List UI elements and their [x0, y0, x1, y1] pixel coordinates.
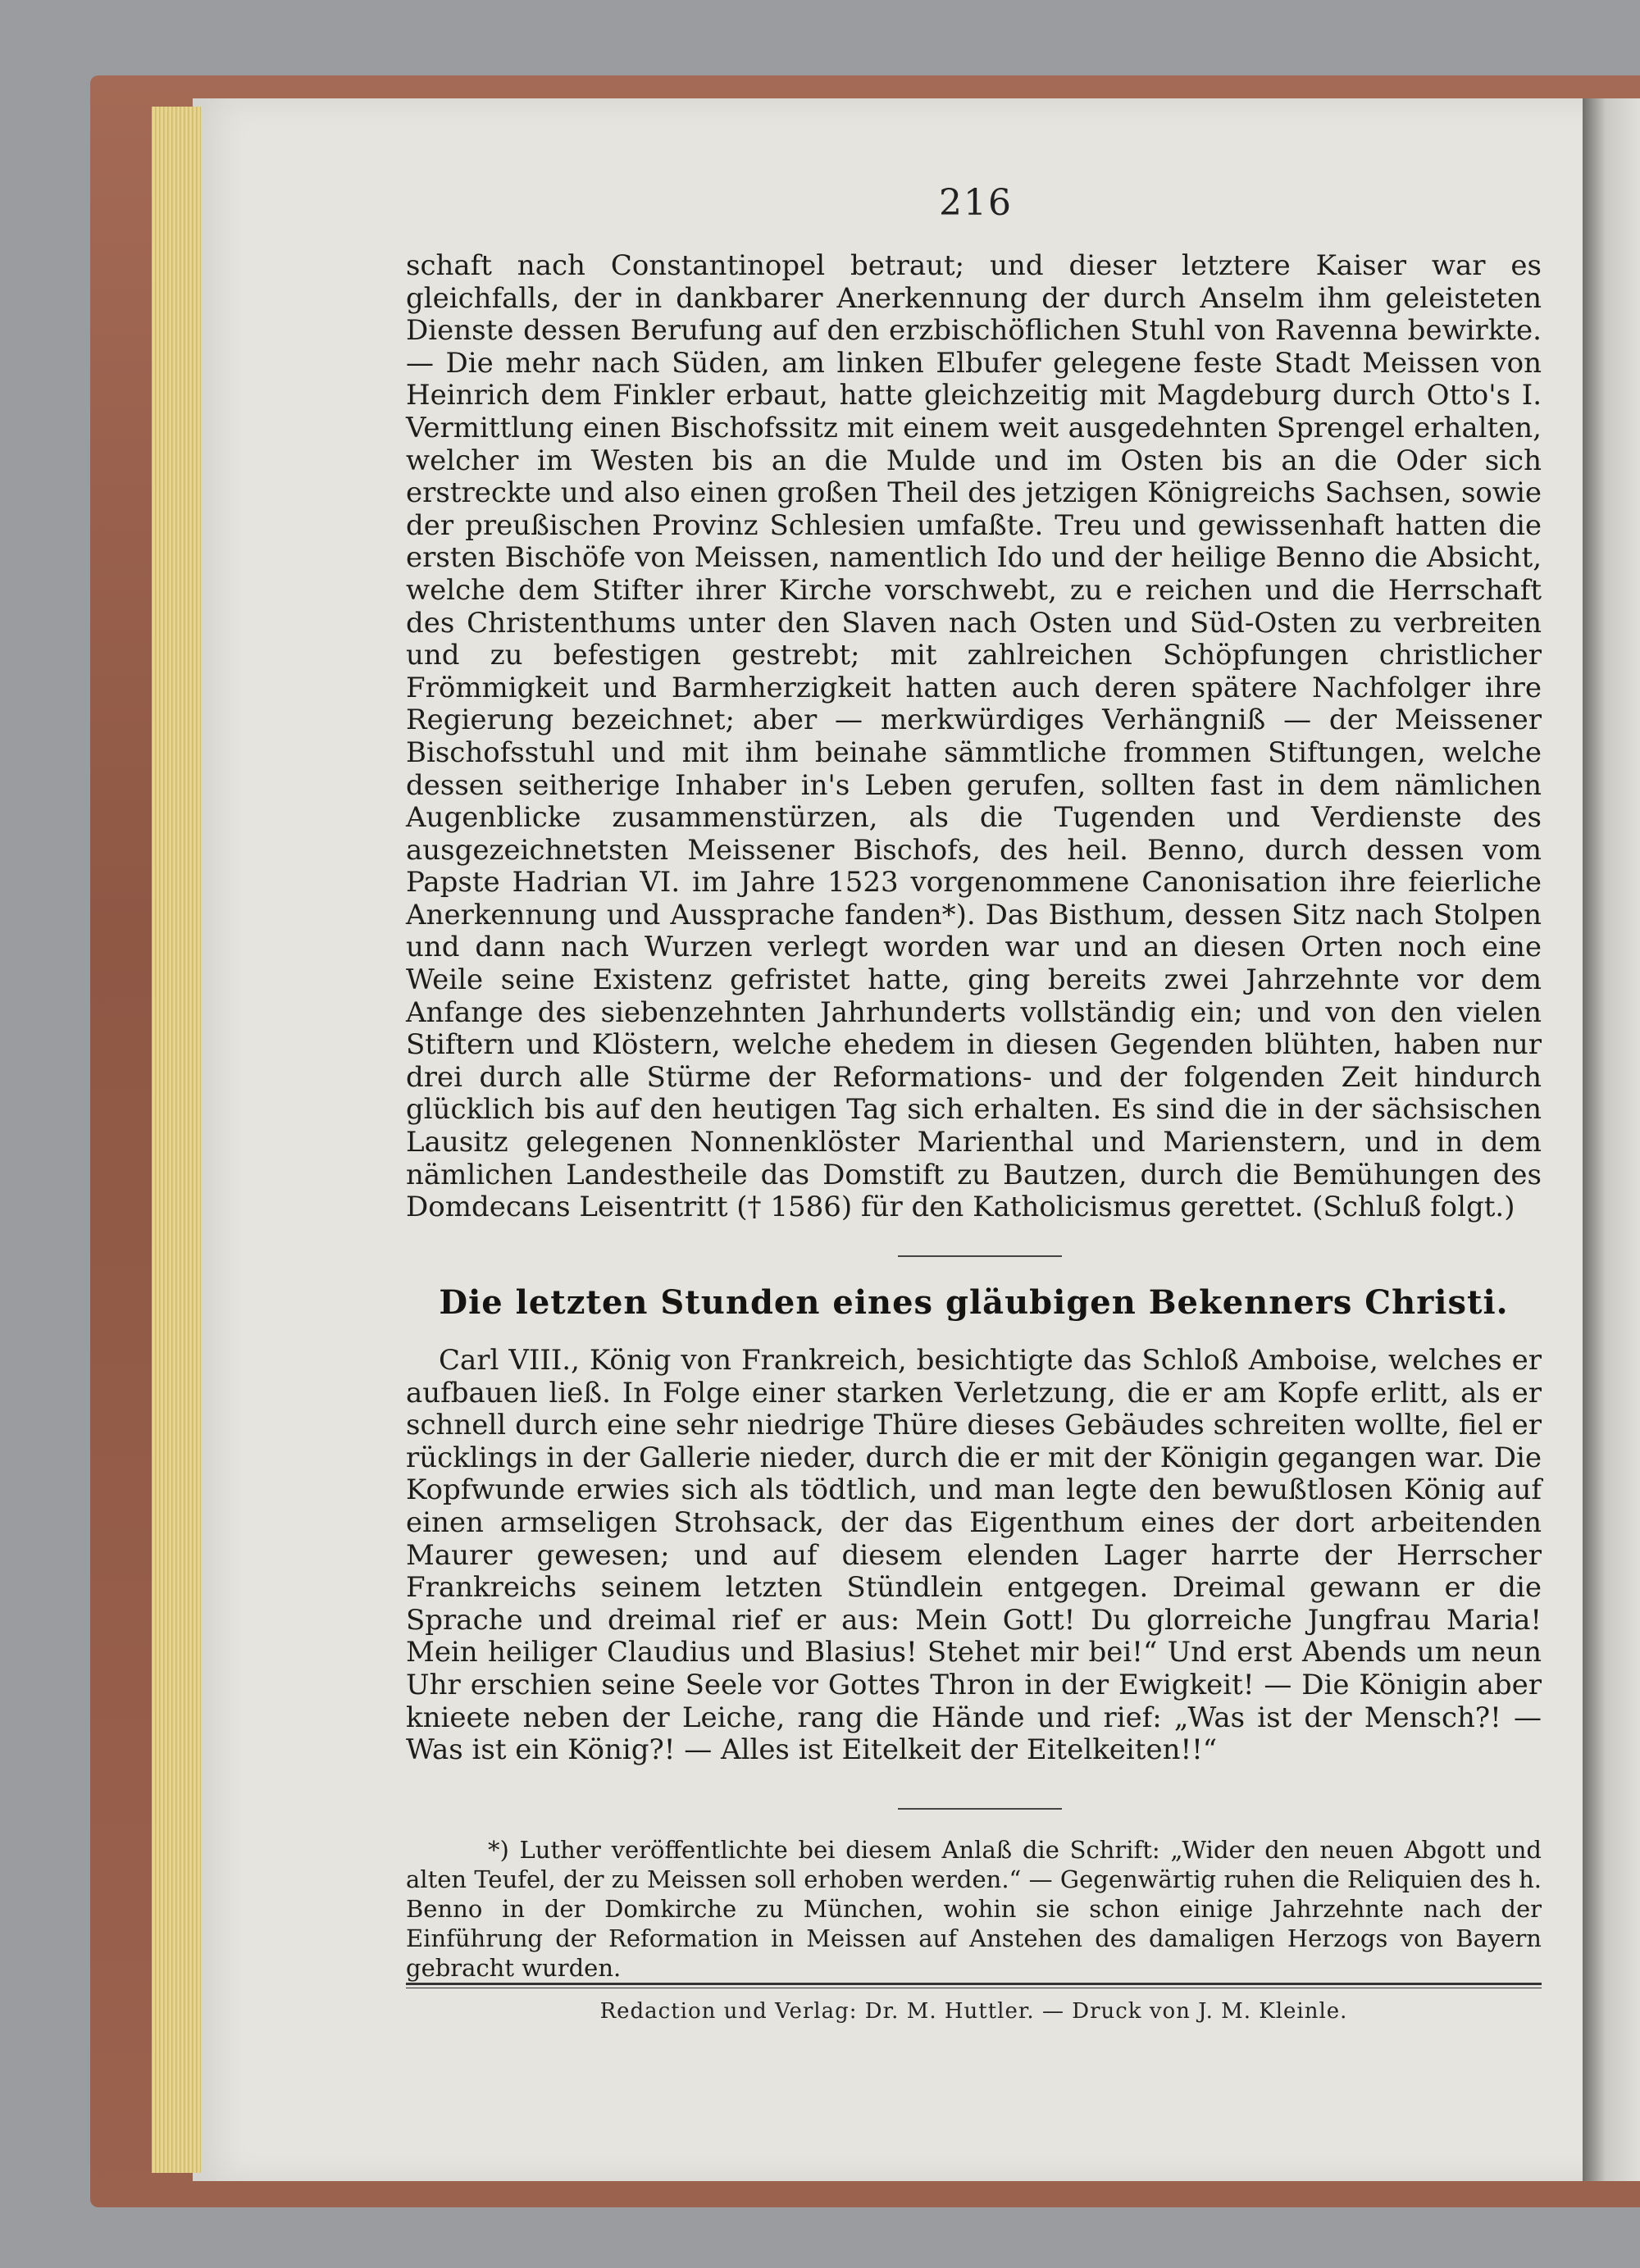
colophon: Redaction und Verlag: Dr. M. Huttler. — Druck von J. M. Kleinle.: [599, 1999, 1348, 2024]
paragraph-continued: schaft nach Constantinopel betraut; und dieser letztere Kaiser war es gleichfalls, der in dankbarer Anerkennung der durch Anselm ihm geleisteten Dienste dessen Berufung auf den erzbischöflichen Stuhl von Ravenna bewirkte. — Die mehr nach Süden, am linken Elbufer gelegene feste Stadt Meissen von Heinrich dem Finkler erbaut, hatte gleichzeitig mit Magdeburg durch Otto's I. Vermittlung einen Bischofssitz mit einem weit ausgedehnten Sprengel erhalten, welcher im Westen bis an die Mulde und im Osten bis an die Oder sich erstreckte und also einen großen Theil des jetzigen Königreichs Sachsen, sowie der preußischen Provinz Schlesien umfaßte. Treu und gewissenhaft hatten die ersten Bischöfe von Meissen, namentlich Ido und der heilige Benno die Absicht, welche dem Stifter ihrer Kirche vorschwebt, zu e reichen und die Herrschaft des Christenthums unter den Slaven nach Osten und Süd-Osten zu verbreiten und zu befestigen gestrebt; mit zahlreichen Schöpfungen christlicher Frömmigkeit und Barmherzigkeit hatten auch deren spätere Nachfolger ihre Regierung bezeichnet; aber — merkwürdiges Verhängniß — der Meissener Bischofsstuhl und mit ihm beinahe sämmtliche frommen Stiftungen, welche dessen seitherige Inhaber in's Leben gerufen, sollten fast in dem nämlichen Augenblicke zusammenstürzen, als die Tugenden und Verdienste des ausgezeichnetsten Meissener Bischofs, des heil. Benno, durch dessen vom Papste Hadrian VI. im Jahre 1523 vorgenommene Canonisation ihre feierliche Anerkennung und Aussprache fanden*). Das Bisthum, dessen Sitz nach Stolpen und dann nach Wurzen verlegt worden war und an diesen Orten noch eine Weile seine Existenz gefristet hatte, ging bereits zwei Jahrzehnte vor dem Anfange des siebenzehnten Jahrhunderts vollständig ein; und von den vielen Stiftern und Klöstern, welche ehedem in diesen Gegenden blühten, haben nur drei durch alle Stürme der Reformations- und der folgenden Zeit hindurch glücklich bis auf den heutigen Tag sich erhalten. Es sind die in der sächsischen Lausitz gelegenen Nonnenklöster Marienthal und Marienstern, und in dem nämlichen Landestheile das Domstift zu Bautzen, durch die Bemühungen des Domdecans Leisentritt († 1586) für den Katholicismus gerettet. (Schluß folgt.): [406, 249, 1542, 1224]
page-number: 216: [939, 182, 1013, 224]
footnote: *) Luther veröffentlichte bei diesem Anlaß die Schrift: „Wider den neuen Abgott und alten Teufel, der zu Meissen soll erhoben werden.“ — Gegenwärtig ruhen die Reliquien des h. Benno in der Domkirche zu München, wohin sie schon einige Jahrzehnte nach der Einführung der Reformation in Meissen auf Anstehen des damaligen Herzogs von Bayern gebracht wurden.: [406, 1836, 1542, 1982]
footnote-divider: [898, 1808, 1062, 1810]
section-divider: [898, 1255, 1062, 1257]
article-title: Die letzten Stunden eines gläubigen Bekenners Christi.: [439, 1283, 1509, 1322]
colophon-rule-thick: [406, 1983, 1542, 1985]
page-edges: [152, 107, 201, 2173]
book-gutter: [1583, 98, 1640, 2181]
article-paragraph: Carl VIII., König von Frankreich, besichtigte das Schloß Amboise, welches er aufbauen ließ. In Folge einer starken Verletzung, die er am Kopfe erlitt, als er schnell durch eine sehr niedrige Thüre dieses Gebäudes schreiten wollte, fiel er rücklings in der Gallerie nieder, durch die er mit der Königin gegangen war. Die Kopfwunde erwies sich als tödtlich, und man legte den bewußtlosen König auf einen armseligen Strohsack, der das Eigenthum eines der dort arbeitenden Maurer gewesen; und auf diesem elenden Lager harrte der Herrscher Frankreichs seinem letzten Stündlein entgegen. Dreimal gewann er die Sprache und dreimal rief er aus: Mein Gott! Du glorreiche Jungfrau Maria! Mein heiliger Claudius und Blasius! Stehet mir bei!“ Und erst Abends um neun Uhr erschien seine Seele vor Gottes Thron in der Ewigkeit! — Die Königin aber knieete neben der Leiche, rang die Hände und rief: „Was ist der Mensch?! — Was ist ein König?! — Alles ist Eitelkeit der Eitelkeiten!!“: [406, 1344, 1542, 1767]
